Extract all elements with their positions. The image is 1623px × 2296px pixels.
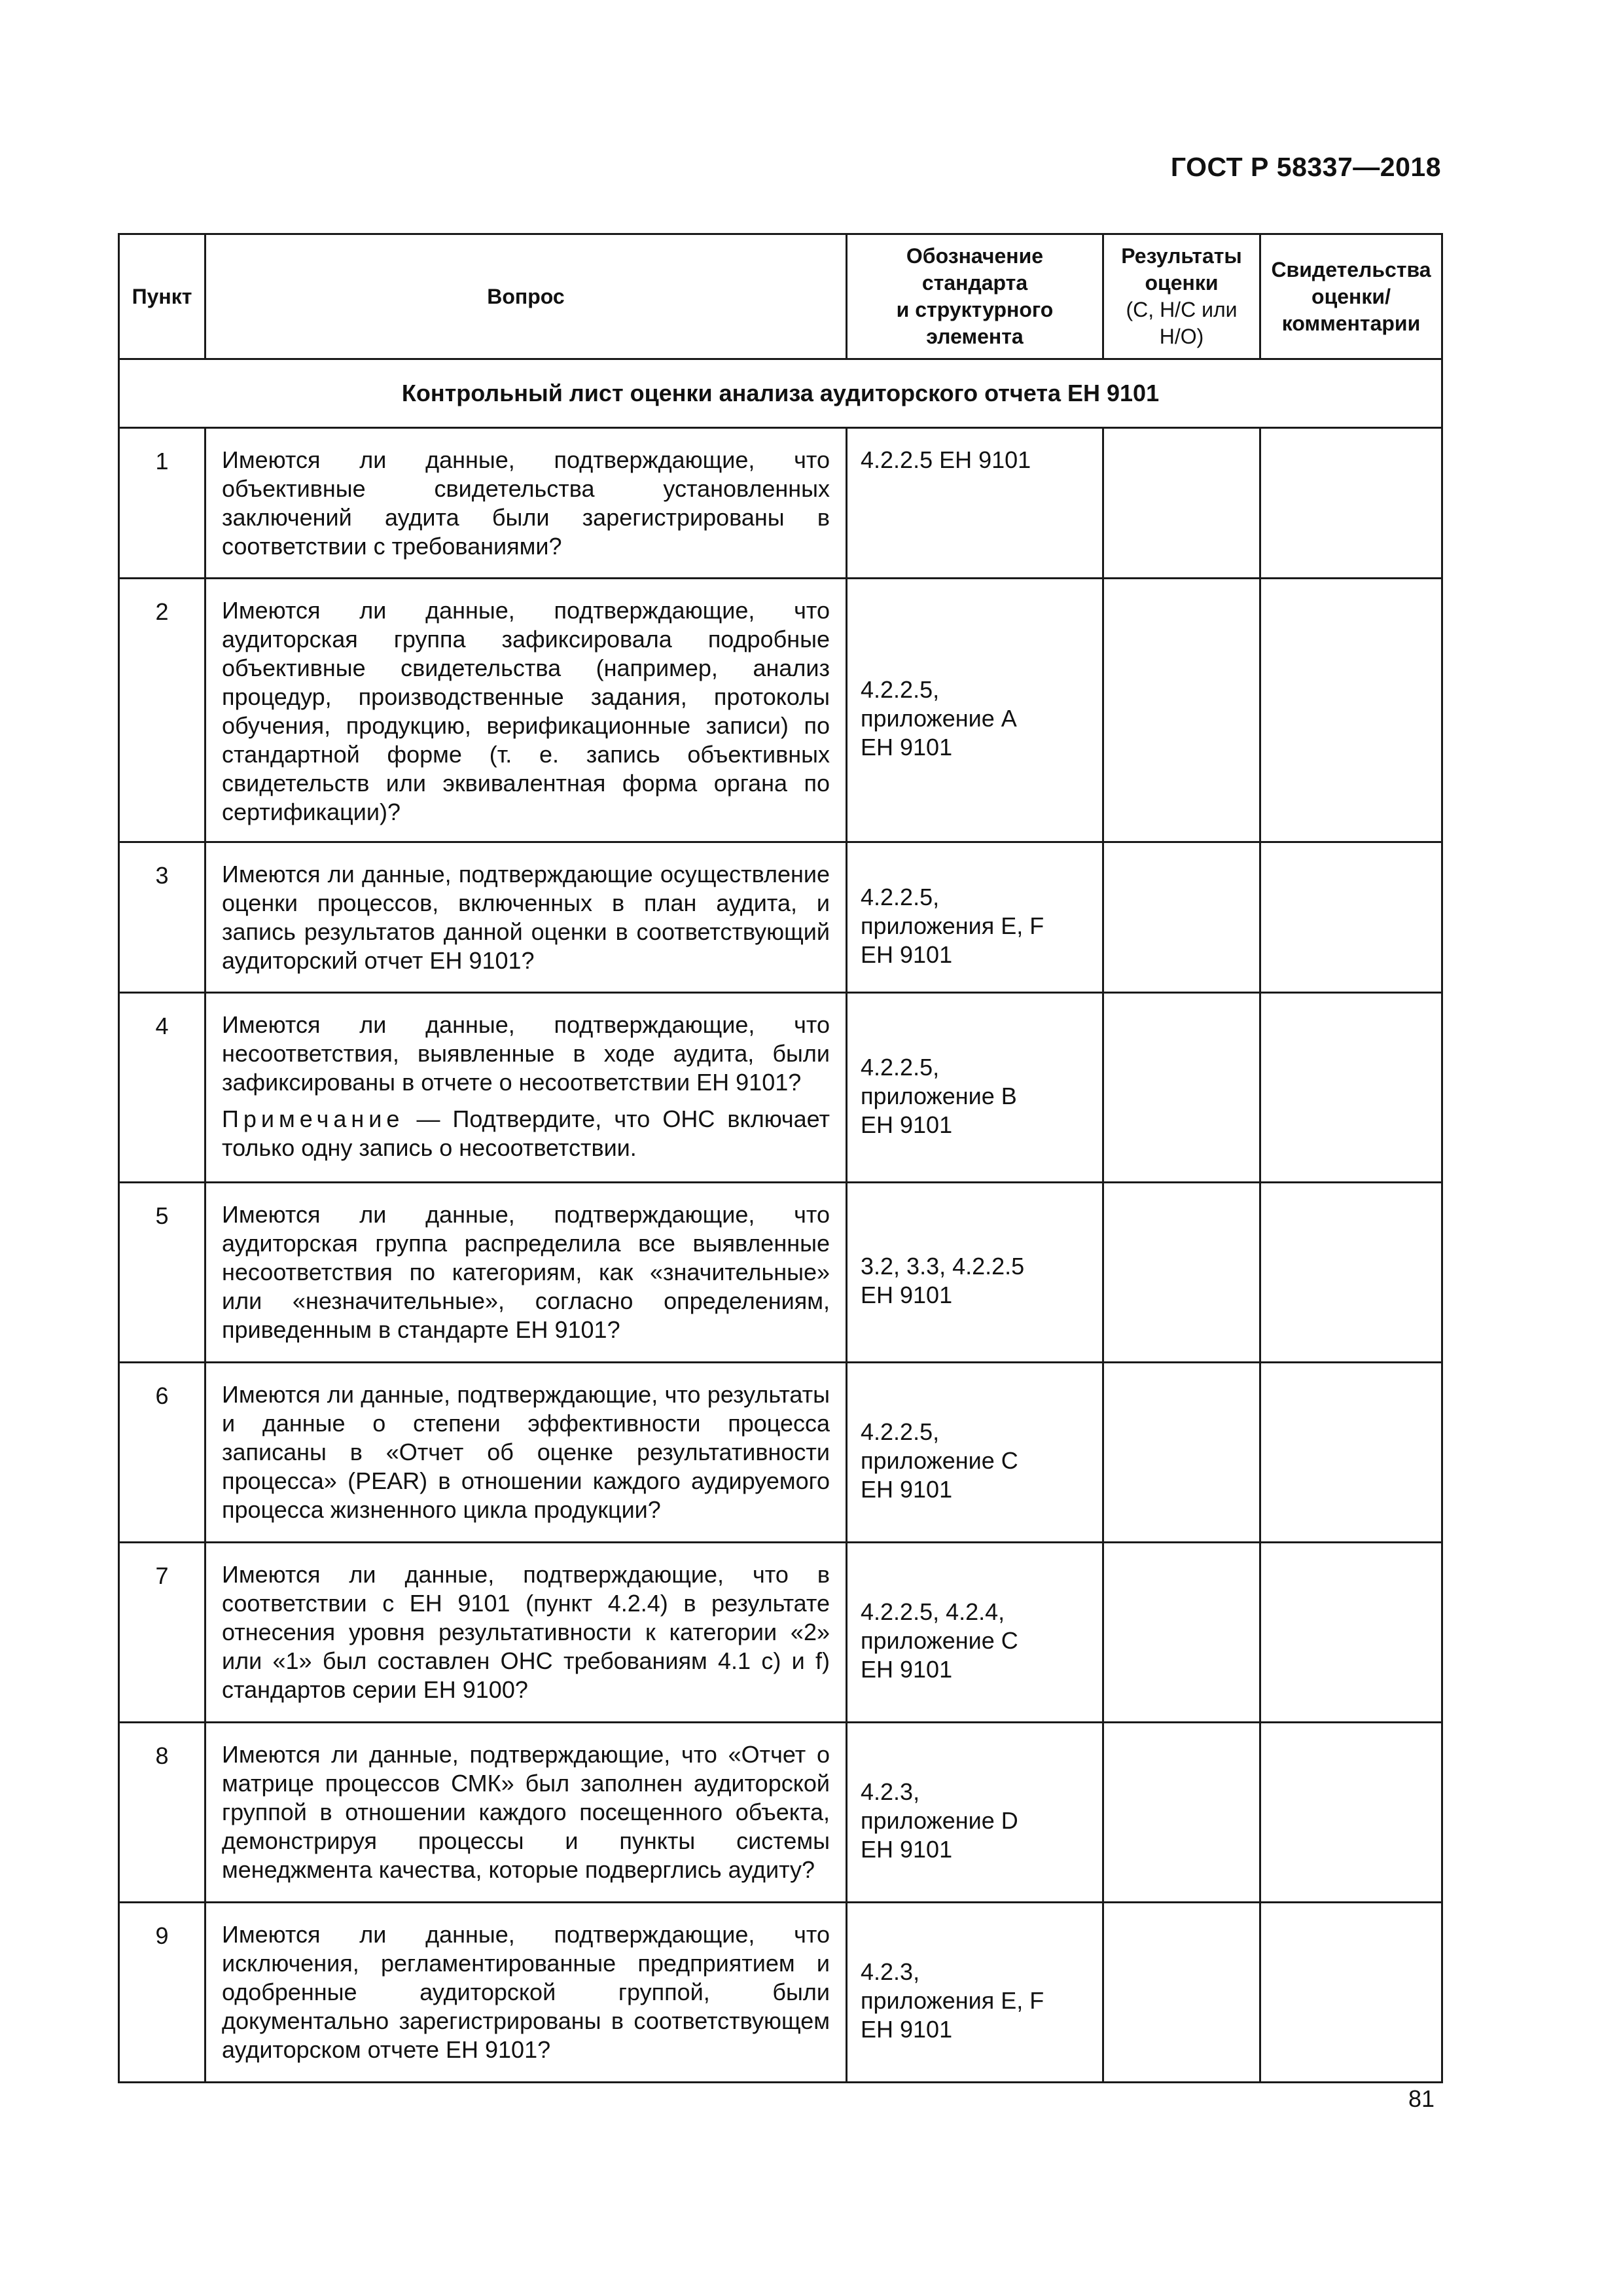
row-reference xyxy=(847,428,1103,579)
header-evidence xyxy=(1260,234,1442,359)
table-row xyxy=(119,428,1442,579)
page-number: 81 xyxy=(1408,2085,1435,2112)
header-evidence-line: оценки/ xyxy=(1311,284,1391,308)
row-reference-line: 4.2.2.5 ЕН 9101 xyxy=(861,446,1031,473)
header-results-line: оценки xyxy=(1145,271,1219,295)
row-evidence xyxy=(1260,428,1442,579)
row-number: 2 xyxy=(119,579,205,842)
row-reference-line: ЕН 9101 xyxy=(861,941,953,968)
table-row xyxy=(119,1723,1442,1903)
row-number: 9 xyxy=(119,1903,205,2083)
row-reference-line: 3.2, 3.3, 4.2.2.5 xyxy=(861,1253,1025,1280)
row-reference-line: приложение C xyxy=(861,1447,1018,1474)
row-evidence xyxy=(1260,1183,1442,1363)
row-evidence xyxy=(1260,1543,1442,1723)
row-result xyxy=(1103,428,1260,579)
row-question: Имеются ли данные, подтверждающие, что несоответствия, выявленные в ходе аудита, были зафиксированы в отчете о несоответствии ЕН 9101? xyxy=(222,1011,830,1096)
table-row xyxy=(119,1363,1442,1543)
row-result xyxy=(1103,842,1260,993)
row-result xyxy=(1103,1903,1260,2083)
row-reference xyxy=(847,1903,1103,2083)
row-number: 8 xyxy=(119,1723,205,1903)
header-designation xyxy=(847,234,1103,359)
header-designation-line: Обозначение xyxy=(906,244,1044,268)
row-reference-line: приложение B xyxy=(861,1082,1017,1109)
row-question: Имеются ли данные, подтверждающие, что объективные свидетельства установленных заключений аудита были зарегистрированы в соответствии с требованиями? xyxy=(222,446,830,560)
row-reference-line: 4.2.2.5, 4.2.4, xyxy=(861,1598,1005,1625)
row-number: 7 xyxy=(119,1543,205,1723)
table-row xyxy=(119,579,1442,842)
row-question-cell xyxy=(205,1543,847,1723)
row-question: Имеются ли данные, подтверждающие, что в соответствии с ЕН 9101 (пункт 4.2.4) в результате отнесения уровня результативности к категории «2» или «1» был составлен ОНС требованиям 4.1 c) и f) стандартов серии ЕН 9100? xyxy=(222,1561,830,1703)
row-reference-line: 4.2.2.5, xyxy=(861,1418,940,1445)
section-title-row xyxy=(119,359,1442,428)
table-row xyxy=(119,1183,1442,1363)
row-reference-line: приложения E, F xyxy=(861,912,1044,939)
row-reference-line: ЕН 9101 xyxy=(861,734,953,761)
row-reference xyxy=(847,993,1103,1183)
row-result xyxy=(1103,1363,1260,1543)
checklist-table xyxy=(118,233,1443,2083)
section-title: Контрольный лист оценки анализа аудиторского отчета ЕН 9101 xyxy=(119,359,1442,428)
row-reference-line: приложение А xyxy=(861,705,1017,732)
row-question-cell xyxy=(205,428,847,579)
row-reference xyxy=(847,1363,1103,1543)
row-reference xyxy=(847,579,1103,842)
row-reference-line: ЕН 9101 xyxy=(861,1656,953,1683)
row-reference-line: ЕН 9101 xyxy=(861,1111,953,1138)
row-reference xyxy=(847,1723,1103,1903)
row-note-label: Примечание xyxy=(222,1105,404,1132)
header-evidence-line: Свидетельства xyxy=(1271,257,1431,281)
header-results-codes: Н/О) xyxy=(1159,325,1204,348)
row-reference-line: приложение C xyxy=(861,1627,1018,1654)
row-reference xyxy=(847,1543,1103,1723)
row-reference-line: ЕН 9101 xyxy=(861,2016,953,2043)
row-reference-line: 4.2.3, xyxy=(861,1958,920,1985)
row-number: 5 xyxy=(119,1183,205,1363)
header-designation-line: стандарта xyxy=(921,271,1028,295)
row-evidence xyxy=(1260,579,1442,842)
row-reference-line: 4.2.2.5, xyxy=(861,883,940,910)
row-evidence xyxy=(1260,1723,1442,1903)
header-results-line: Результаты xyxy=(1121,244,1242,268)
row-result xyxy=(1103,1723,1260,1903)
row-question-cell xyxy=(205,1363,847,1543)
document-standard-number: ГОСТ Р 58337—2018 xyxy=(1170,152,1441,182)
row-question: Имеются ли данные, подтверждающие, что исключения, регламентированные предприятием и одобренные аудиторской группой, были документально зарегистрированы в соответствующем аудиторском отчете ЕН 9101? xyxy=(222,1921,830,2063)
row-question: Имеются ли данные, подтверждающие, что результаты и данные о степени эффективности процесса записаны в «Отчет об оценке результативности процесса» (PEAR) в отношении каждого аудируемого процесса жизненного цикла продукции? xyxy=(222,1381,830,1523)
header-question: Вопрос xyxy=(205,234,847,359)
row-reference-line: ЕН 9101 xyxy=(861,1476,953,1503)
row-number: 3 xyxy=(119,842,205,993)
row-question: Имеются ли данные, подтверждающие, что аудиторская группа зафиксировала подробные объективные свидетельства (например, анализ процедур, производственные задания, протоколы обучения, продукцию, верификационные записи) по стандартной форме (т. е. запись объективных свидетельств или эквивалентная форма органа по сертификации)? xyxy=(222,597,830,825)
header-item: Пункт xyxy=(119,234,205,359)
row-question-cell xyxy=(205,1723,847,1903)
row-result xyxy=(1103,1183,1260,1363)
row-question: Имеются ли данные, подтверждающие, что «Отчет о матрице процессов СМК» был заполнен аудиторской группой в отношении каждого посещенного объекта, демонстрируя процессы и пункты системы менеджмента качества, которые подверглись аудиту? xyxy=(222,1741,830,1883)
header-designation-line: элемента xyxy=(926,325,1024,348)
row-result xyxy=(1103,1543,1260,1723)
row-number: 6 xyxy=(119,1363,205,1543)
row-reference-line: приложения E, F xyxy=(861,1987,1044,2014)
row-evidence xyxy=(1260,842,1442,993)
row-question-cell xyxy=(205,993,847,1183)
table-row xyxy=(119,993,1442,1183)
row-question-cell xyxy=(205,1183,847,1363)
row-reference-line: 4.2.3, xyxy=(861,1778,920,1805)
row-result xyxy=(1103,579,1260,842)
row-question-cell xyxy=(205,842,847,993)
row-note xyxy=(222,1105,830,1162)
row-reference-line: приложение D xyxy=(861,1807,1018,1834)
table-body xyxy=(119,359,1442,2083)
row-evidence xyxy=(1260,993,1442,1183)
row-reference-line: 4.2.2.5, xyxy=(861,1053,940,1081)
header-results-codes: (С, Н/С или xyxy=(1126,298,1238,321)
row-question-cell xyxy=(205,579,847,842)
header-results xyxy=(1103,234,1260,359)
header-evidence-line: комментарии xyxy=(1281,311,1421,335)
table-row xyxy=(119,842,1442,993)
row-reference-line: ЕН 9101 xyxy=(861,1836,953,1863)
row-number: 4 xyxy=(119,993,205,1183)
table-row xyxy=(119,1543,1442,1723)
row-reference xyxy=(847,842,1103,993)
row-question: Имеются ли данные, подтверждающие осуществление оценки процессов, включенных в план аудита, и запись результатов данной оценки в соответствующий аудиторский отчет ЕН 9101? xyxy=(222,861,830,974)
row-question-cell xyxy=(205,1903,847,2083)
header-designation-line: и структурного xyxy=(896,298,1054,321)
row-question: Имеются ли данные, подтверждающие, что аудиторская группа распределила все выявленные несоответствия по категориям, как «значительные» или «незначительные», согласно определениям, приведенным в стандарте ЕН 9101? xyxy=(222,1201,830,1343)
table-header-row xyxy=(119,234,1442,359)
row-reference-line: ЕН 9101 xyxy=(861,1282,953,1308)
row-evidence xyxy=(1260,1903,1442,2083)
row-result xyxy=(1103,993,1260,1183)
row-number: 1 xyxy=(119,428,205,579)
row-reference-line: 4.2.2.5, xyxy=(861,676,940,703)
row-evidence xyxy=(1260,1363,1442,1543)
row-reference xyxy=(847,1183,1103,1363)
row-note-text: — Подтвердите, что ОНС включает только одну запись о несоответствии. xyxy=(222,1105,830,1161)
table-row xyxy=(119,1903,1442,2083)
